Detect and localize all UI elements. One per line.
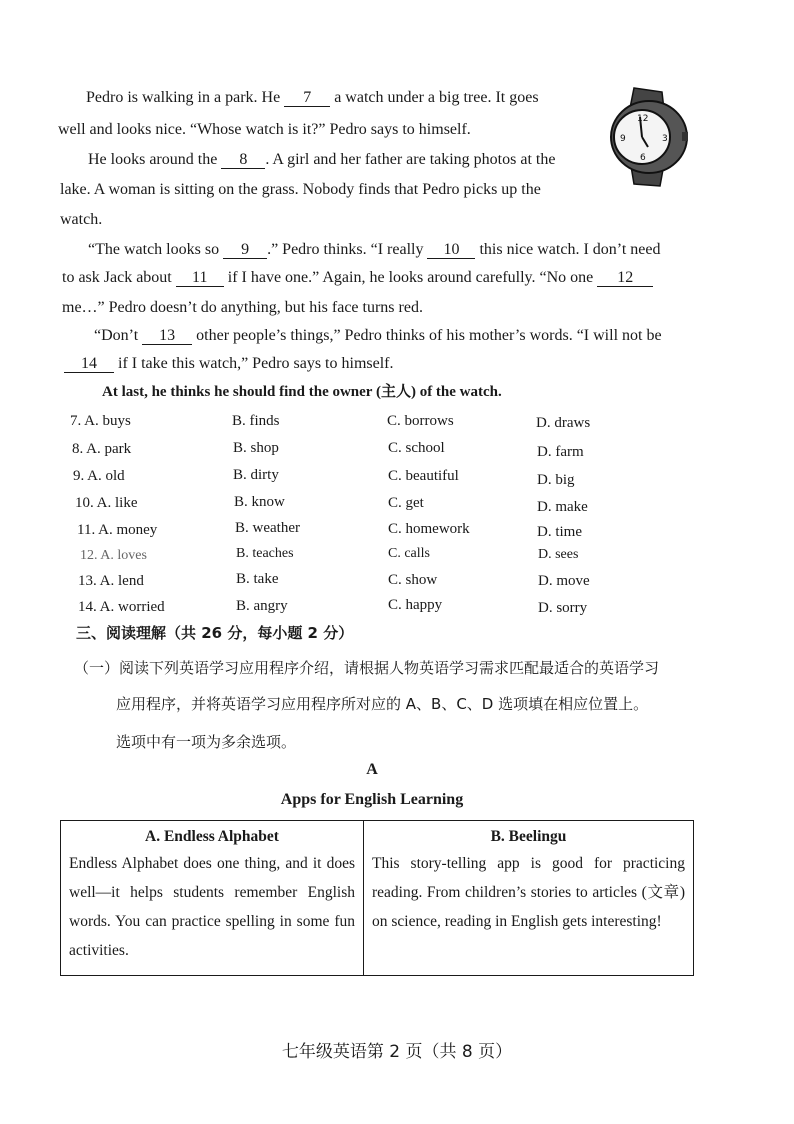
option-7c: C. borrows [387,413,454,429]
svg-text:3: 3 [662,134,668,144]
passage-text: “Don’t [94,327,139,344]
passage-text: if I take this watch,” Pedro says to himself. [118,355,394,372]
option-9c: C. beautiful [388,468,459,484]
option-13d: D. move [538,573,590,589]
option-7b: B. finds [232,413,280,429]
app-cell-b [364,821,693,975]
blank-9: 9 [223,242,267,259]
option-10c: C. get [388,495,424,511]
option-8b: B. shop [233,440,279,456]
option-13c: C. show [388,572,438,588]
option-9a: 9. A. old [73,468,125,484]
passage-line-8: me…” Pedro doesn’t do anything, but his face turns red. [62,299,423,316]
passage-line-5: watch. [60,211,103,228]
option-10a: 10. A. like [75,495,138,511]
svg-text:9: 9 [620,134,626,144]
blank-7: 7 [284,90,330,107]
option-14c: C. happy [388,597,443,613]
option-8a: 8. A. park [72,441,132,457]
option-9b: B. dirty [233,467,279,483]
app-desc-b: This story-telling app is good for practicing reading. From children’s stories to articles (文章) on science, reading in English gets interesting! [372,855,685,930]
option-10d: D. make [537,499,588,515]
blank-8: 8 [221,152,265,169]
option-11c: C. homework [388,521,470,537]
passage-line-6 [88,240,660,260]
option-8c: C. school [388,440,445,456]
passage-letter: A [366,761,378,778]
option-12c: C. calls [388,546,430,561]
option-8d: D. farm [537,444,584,460]
option-12b: B. teaches [236,546,294,561]
option-10b: B. know [234,494,285,510]
app-desc-a: Endless Alphabet does one thing, and it does well—it helps students remember English words. You can practice spelling in some fun activities. [69,855,355,959]
blank-12: 12 [597,270,653,287]
apps-table [60,820,694,976]
passage-text: Pedro is walking in a park. He [86,89,281,106]
passage-line-1 [86,88,539,108]
passage-line-3 [88,150,555,170]
passage-line-9 [94,326,662,346]
passage-text: this nice watch. I don’t need [479,241,661,258]
passage-text: to ask Jack about [62,269,172,286]
passage-line-4: lake. A woman is sitting on the grass. Nobody finds that Pedro picks up the [60,181,541,198]
passage-text: other people’s things,” Pedro thinks of his mother’s words. “I will not be [196,327,662,344]
section-title: 三、阅读理解（共 26 分，每小题 2 分） [76,624,354,642]
app-cell-a [61,821,364,975]
passage-text: He looks around the [88,151,218,168]
svg-text:6: 6 [640,153,646,163]
option-14a: 14. A. worried [78,599,165,615]
option-9d: D. big [537,472,575,488]
passage-line-2: well and looks nice. “Whose watch is it?” Pedro says to himself. [58,121,471,138]
option-13b: B. take [236,571,279,587]
option-14d: D. sorry [538,600,588,616]
watch-icon [604,82,690,192]
option-11b: B. weather [235,520,300,536]
option-7d: D. draws [536,415,591,431]
option-11a: 11. A. money [77,522,158,538]
app-name-b: B. Beelingu [490,828,567,845]
passage-text: . A girl and her father are taking photos at the [265,151,556,168]
passage-line-7 [62,268,653,288]
option-12d: D. sees [538,547,579,562]
option-7a: 7. A. buys [70,413,131,429]
passage-heading: Apps for English Learning [280,791,464,808]
instruction-line-1: （一）阅读下列英语学习应用程序介绍，请根据人物英语学习需求匹配最适合的英语学习 [74,659,660,677]
passage-text: “The watch looks so [88,241,220,258]
passage-line-11: At last, he thinks he should find the owner (主人) of the watch. [102,384,502,400]
instruction-line-2: 应用程序，并将英语学习应用程序所对应的 A、B、C、D 选项填在相应位置上。 [116,695,649,713]
option-14b: B. angry [236,598,288,614]
passage-line-10 [64,354,394,374]
instruction-line-3: 选项中有一项为多余选项。 [116,733,297,751]
passage-text: a watch under a big tree. It goes [334,89,539,106]
passage-text: .” Pedro thinks. “I really [267,241,424,258]
passage-text: if I have one.” Again, he looks around carefully. “No one [227,269,594,286]
svg-text:12: 12 [637,114,649,124]
app-name-a: A. Endless Alphabet [145,828,279,845]
option-13a: 13. A. lend [78,573,144,589]
blank-14: 14 [64,356,114,373]
blank-11: 11 [176,270,224,287]
option-11d: D. time [537,524,582,540]
blank-13: 13 [142,328,192,345]
page-footer: 七年级英语第 2 页（共 8 页） [281,1042,513,1062]
option-12a: 12. A. loves [80,548,147,563]
blank-10: 10 [427,242,475,259]
